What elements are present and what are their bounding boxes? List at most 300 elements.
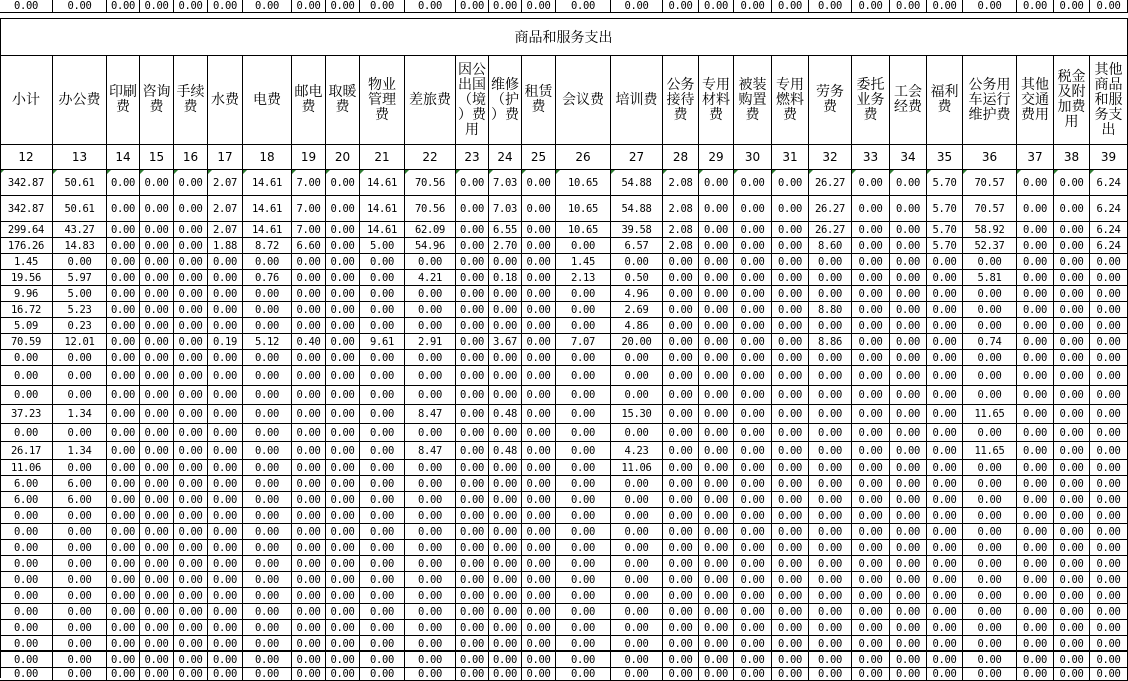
data-cell[interactable]: 0.00 <box>1017 366 1054 386</box>
data-cell[interactable]: 0.00 <box>522 572 556 588</box>
column-number[interactable]: 24 <box>489 145 522 170</box>
data-cell[interactable]: 0.00 <box>734 636 772 652</box>
data-cell[interactable]: 0.00 <box>1090 668 1128 681</box>
data-cell[interactable]: 0.00 <box>208 476 243 492</box>
data-cell[interactable]: 0.00 <box>611 508 663 524</box>
data-cell[interactable]: 0.00 <box>405 540 456 556</box>
data-cell[interactable]: 0.00 <box>890 222 927 238</box>
data-cell[interactable]: 0.00 <box>522 222 556 238</box>
column-header[interactable] <box>174 56 208 145</box>
data-cell[interactable]: 0.00 <box>772 604 809 620</box>
data-cell[interactable]: 0.00 <box>360 318 405 334</box>
data-cell[interactable]: 0.00 <box>243 524 292 540</box>
data-cell[interactable]: 0.00 <box>556 668 611 681</box>
data-cell[interactable]: 0.00 <box>772 196 809 222</box>
data-cell[interactable]: 8.60 <box>809 238 852 254</box>
data-cell[interactable]: 54.96 <box>405 238 456 254</box>
data-cell[interactable]: 0.00 <box>699 270 734 286</box>
data-cell[interactable]: 342.87 <box>0 196 53 222</box>
data-cell[interactable]: 0.00 <box>699 386 734 405</box>
data-cell[interactable]: 0.00 <box>1054 238 1090 254</box>
data-cell[interactable]: 0.00 <box>140 668 174 681</box>
data-cell[interactable]: 11.06 <box>0 460 53 476</box>
data-cell[interactable]: 0.00 <box>243 652 292 668</box>
data-cell[interactable]: 0.00 <box>174 460 208 476</box>
data-cell[interactable]: 11.06 <box>611 460 663 476</box>
data-cell[interactable]: 0.00 <box>927 476 963 492</box>
data-cell[interactable]: 0.00 <box>140 286 174 302</box>
data-cell[interactable]: 0.00 <box>405 318 456 334</box>
data-cell[interactable]: 0.00 <box>53 668 107 681</box>
data-cell[interactable]: 0.00 <box>663 405 699 424</box>
data-cell[interactable]: 0.00 <box>1017 572 1054 588</box>
data-cell[interactable]: 0.00 <box>456 588 489 604</box>
column-header[interactable] <box>927 56 963 145</box>
data-cell[interactable]: 0.00 <box>140 492 174 508</box>
data-cell[interactable]: 0.00 <box>405 620 456 636</box>
data-cell[interactable]: 0.00 <box>326 350 360 366</box>
data-cell[interactable]: 16.72 <box>0 302 53 318</box>
data-cell[interactable]: 0.00 <box>772 286 809 302</box>
data-cell[interactable]: 0.00 <box>174 652 208 668</box>
data-cell[interactable]: 0.00 <box>292 302 326 318</box>
data-cell[interactable]: 0.00 <box>326 508 360 524</box>
data-cell[interactable]: 4.23 <box>611 442 663 460</box>
data-cell[interactable]: 39.58 <box>611 222 663 238</box>
data-cell[interactable]: 0.00 <box>1054 286 1090 302</box>
data-cell[interactable]: 0.00 <box>663 350 699 366</box>
data-cell[interactable]: 0.00 <box>243 508 292 524</box>
data-cell[interactable]: 0.00 <box>1017 652 1054 668</box>
data-cell[interactable]: 0.00 <box>140 556 174 572</box>
data-cell[interactable]: 0.00 <box>140 334 174 350</box>
data-cell[interactable]: 6.60 <box>292 238 326 254</box>
data-cell[interactable]: 0.18 <box>489 270 522 286</box>
data-cell[interactable]: 0.00 <box>890 668 927 681</box>
data-cell[interactable]: 0.00 <box>663 334 699 350</box>
data-cell[interactable]: 0.00 <box>522 350 556 366</box>
data-cell[interactable]: 0.00 <box>360 366 405 386</box>
data-cell[interactable]: 0.00 <box>174 366 208 386</box>
data-cell[interactable]: 0.00 <box>927 318 963 334</box>
data-cell[interactable]: 0.00 <box>140 524 174 540</box>
data-cell[interactable]: 0.00 <box>1017 254 1054 270</box>
data-cell[interactable]: 0.00 <box>360 350 405 366</box>
data-cell[interactable]: 0.00 <box>208 350 243 366</box>
data-cell[interactable]: 0.00 <box>292 636 326 652</box>
data-cell[interactable]: 0.00 <box>360 0 405 13</box>
data-cell[interactable]: 0.00 <box>611 540 663 556</box>
data-cell[interactable]: 0.00 <box>140 442 174 460</box>
data-cell[interactable]: 2.08 <box>663 222 699 238</box>
data-cell[interactable]: 0.00 <box>107 170 140 196</box>
column-number[interactable]: 28 <box>663 145 699 170</box>
data-cell[interactable]: 0.00 <box>1054 652 1090 668</box>
data-cell[interactable]: 0.00 <box>1017 286 1054 302</box>
data-cell[interactable]: 26.27 <box>809 196 852 222</box>
data-cell[interactable]: 0.00 <box>890 238 927 254</box>
data-cell[interactable]: 0.00 <box>522 524 556 540</box>
data-cell[interactable]: 0.00 <box>1054 524 1090 540</box>
column-header[interactable] <box>963 56 1017 145</box>
data-cell[interactable]: 0.00 <box>699 540 734 556</box>
data-cell[interactable]: 0.00 <box>556 572 611 588</box>
data-cell[interactable]: 0.00 <box>326 222 360 238</box>
data-cell[interactable]: 0.00 <box>522 588 556 604</box>
data-cell[interactable]: 0.00 <box>0 652 53 668</box>
data-cell[interactable]: 0.00 <box>0 424 53 442</box>
data-cell[interactable]: 0.00 <box>405 524 456 540</box>
data-cell[interactable]: 0.00 <box>772 386 809 405</box>
data-cell[interactable]: 0.00 <box>927 540 963 556</box>
data-cell[interactable]: 0.00 <box>1017 350 1054 366</box>
data-cell[interactable]: 0.00 <box>522 238 556 254</box>
data-cell[interactable]: 0.00 <box>1090 556 1128 572</box>
data-cell[interactable]: 0.00 <box>53 604 107 620</box>
data-cell[interactable]: 6.57 <box>611 238 663 254</box>
data-cell[interactable]: 0.00 <box>772 476 809 492</box>
data-cell[interactable]: 0.00 <box>1090 540 1128 556</box>
data-cell[interactable]: 11.65 <box>963 442 1017 460</box>
data-cell[interactable]: 0.00 <box>963 424 1017 442</box>
data-cell[interactable]: 0.00 <box>556 604 611 620</box>
data-cell[interactable]: 0.00 <box>663 572 699 588</box>
data-cell[interactable]: 0.00 <box>1017 302 1054 318</box>
data-cell[interactable]: 0.00 <box>174 222 208 238</box>
data-cell[interactable]: 0.00 <box>890 286 927 302</box>
data-cell[interactable]: 0.00 <box>456 492 489 508</box>
data-cell[interactable]: 0.00 <box>927 524 963 540</box>
data-cell[interactable]: 0.00 <box>489 350 522 366</box>
data-cell[interactable]: 0.00 <box>522 405 556 424</box>
data-cell[interactable]: 0.00 <box>140 405 174 424</box>
data-cell[interactable]: 0.00 <box>243 556 292 572</box>
data-cell[interactable]: 0.00 <box>174 302 208 318</box>
data-cell[interactable]: 0.00 <box>489 508 522 524</box>
data-cell[interactable]: 0.00 <box>1017 222 1054 238</box>
data-cell[interactable]: 0.00 <box>611 492 663 508</box>
data-cell[interactable]: 1.45 <box>0 254 53 270</box>
data-cell[interactable]: 0.00 <box>927 366 963 386</box>
data-cell[interactable]: 0.00 <box>243 424 292 442</box>
data-cell[interactable]: 0.00 <box>326 238 360 254</box>
data-cell[interactable]: 0.00 <box>0 556 53 572</box>
data-cell[interactable]: 0.00 <box>456 476 489 492</box>
data-cell[interactable]: 0.00 <box>522 0 556 13</box>
data-cell[interactable]: 0.00 <box>611 386 663 405</box>
data-cell[interactable]: 0.00 <box>663 588 699 604</box>
data-cell[interactable]: 0.00 <box>522 636 556 652</box>
data-cell[interactable]: 0.00 <box>243 604 292 620</box>
data-cell[interactable]: 5.97 <box>53 270 107 286</box>
data-cell[interactable]: 0.00 <box>734 476 772 492</box>
data-cell[interactable]: 0.00 <box>405 386 456 405</box>
data-cell[interactable]: 0.00 <box>208 636 243 652</box>
data-cell[interactable]: 0.00 <box>890 424 927 442</box>
data-cell[interactable]: 0.00 <box>174 588 208 604</box>
data-cell[interactable]: 0.00 <box>809 0 852 13</box>
data-cell[interactable]: 0.00 <box>963 556 1017 572</box>
data-cell[interactable]: 0.00 <box>1090 0 1128 13</box>
data-cell[interactable]: 0.00 <box>699 318 734 334</box>
data-cell[interactable]: 0.00 <box>489 540 522 556</box>
data-cell[interactable]: 6.24 <box>1090 196 1128 222</box>
data-cell[interactable]: 0.00 <box>456 238 489 254</box>
data-cell[interactable]: 0.00 <box>522 442 556 460</box>
data-cell[interactable]: 0.00 <box>174 334 208 350</box>
data-cell[interactable]: 0.00 <box>243 366 292 386</box>
data-cell[interactable]: 0.00 <box>489 572 522 588</box>
data-cell[interactable]: 0.00 <box>292 492 326 508</box>
data-cell[interactable]: 0.00 <box>243 540 292 556</box>
data-cell[interactable]: 0.00 <box>174 350 208 366</box>
data-cell[interactable]: 0.00 <box>456 460 489 476</box>
data-cell[interactable]: 0.00 <box>292 270 326 286</box>
data-cell[interactable]: 0.00 <box>107 286 140 302</box>
data-cell[interactable]: 0.00 <box>174 170 208 196</box>
data-cell[interactable]: 0.00 <box>489 668 522 681</box>
data-cell[interactable]: 0.00 <box>772 442 809 460</box>
column-header[interactable] <box>456 56 489 145</box>
data-cell[interactable]: 0.00 <box>107 588 140 604</box>
data-cell[interactable]: 0.00 <box>489 366 522 386</box>
column-number[interactable]: 32 <box>809 145 852 170</box>
data-cell[interactable]: 0.00 <box>556 366 611 386</box>
data-cell[interactable]: 0.00 <box>772 350 809 366</box>
data-cell[interactable]: 0.00 <box>174 540 208 556</box>
data-cell[interactable]: 0.00 <box>208 492 243 508</box>
data-cell[interactable]: 2.91 <box>405 334 456 350</box>
data-cell[interactable]: 0.00 <box>772 636 809 652</box>
data-cell[interactable]: 0.00 <box>1090 620 1128 636</box>
data-cell[interactable]: 0.00 <box>360 386 405 405</box>
data-cell[interactable]: 0.00 <box>556 318 611 334</box>
data-cell[interactable]: 0.00 <box>852 302 890 318</box>
data-cell[interactable]: 0.00 <box>1017 492 1054 508</box>
data-cell[interactable]: 0.00 <box>292 0 326 13</box>
data-cell[interactable]: 0.00 <box>809 318 852 334</box>
data-cell[interactable]: 0.00 <box>963 350 1017 366</box>
data-cell[interactable]: 0.00 <box>1017 270 1054 286</box>
data-cell[interactable]: 0.00 <box>1017 386 1054 405</box>
data-cell[interactable]: 0.00 <box>208 588 243 604</box>
data-cell[interactable]: 0.00 <box>734 318 772 334</box>
data-cell[interactable]: 0.00 <box>963 588 1017 604</box>
data-cell[interactable]: 0.00 <box>663 386 699 405</box>
data-cell[interactable]: 0.00 <box>556 405 611 424</box>
data-cell[interactable]: 0.00 <box>1090 492 1128 508</box>
data-cell[interactable]: 0.00 <box>326 668 360 681</box>
data-cell[interactable]: 0.00 <box>405 636 456 652</box>
data-cell[interactable]: 0.00 <box>243 572 292 588</box>
data-cell[interactable]: 0.00 <box>326 636 360 652</box>
data-cell[interactable]: 0.00 <box>107 424 140 442</box>
data-cell[interactable]: 0.00 <box>522 460 556 476</box>
data-cell[interactable]: 0.00 <box>174 556 208 572</box>
data-cell[interactable]: 50.61 <box>53 170 107 196</box>
data-cell[interactable]: 0.00 <box>1054 222 1090 238</box>
data-cell[interactable]: 0.00 <box>809 556 852 572</box>
data-cell[interactable]: 0.00 <box>1090 524 1128 540</box>
data-cell[interactable]: 0.00 <box>890 196 927 222</box>
data-cell[interactable]: 0.00 <box>107 405 140 424</box>
data-cell[interactable]: 0.00 <box>53 508 107 524</box>
data-cell[interactable]: 0.00 <box>927 492 963 508</box>
data-cell[interactable]: 0.00 <box>326 334 360 350</box>
data-cell[interactable]: 0.00 <box>890 405 927 424</box>
data-cell[interactable]: 0.00 <box>1054 508 1090 524</box>
data-cell[interactable]: 0.00 <box>292 442 326 460</box>
data-cell[interactable]: 0.00 <box>890 476 927 492</box>
data-cell[interactable]: 0.00 <box>326 604 360 620</box>
data-cell[interactable]: 0.00 <box>243 318 292 334</box>
column-number[interactable]: 21 <box>360 145 405 170</box>
data-cell[interactable]: 0.00 <box>208 620 243 636</box>
data-cell[interactable]: 0.00 <box>611 524 663 540</box>
data-cell[interactable]: 7.00 <box>292 222 326 238</box>
data-cell[interactable]: 0.00 <box>699 460 734 476</box>
data-cell[interactable]: 0.00 <box>1017 238 1054 254</box>
data-cell[interactable]: 0.00 <box>405 508 456 524</box>
data-cell[interactable]: 0.00 <box>890 334 927 350</box>
data-cell[interactable]: 0.00 <box>326 460 360 476</box>
data-cell[interactable]: 0.00 <box>360 442 405 460</box>
data-cell[interactable]: 0.00 <box>53 620 107 636</box>
data-cell[interactable]: 0.00 <box>852 442 890 460</box>
data-cell[interactable]: 0.00 <box>1054 350 1090 366</box>
data-cell[interactable]: 70.56 <box>405 170 456 196</box>
data-cell[interactable]: 0.00 <box>927 405 963 424</box>
data-cell[interactable]: 0.00 <box>852 366 890 386</box>
data-cell[interactable]: 0.00 <box>611 588 663 604</box>
data-cell[interactable]: 7.03 <box>489 170 522 196</box>
data-cell[interactable]: 0.00 <box>405 668 456 681</box>
data-cell[interactable]: 0.00 <box>360 556 405 572</box>
data-cell[interactable]: 0.00 <box>174 572 208 588</box>
data-cell[interactable]: 0.00 <box>890 302 927 318</box>
data-cell[interactable]: 0.00 <box>663 556 699 572</box>
column-header[interactable] <box>1090 56 1128 145</box>
data-cell[interactable]: 0.00 <box>0 386 53 405</box>
data-cell[interactable]: 0.00 <box>456 508 489 524</box>
data-cell[interactable]: 0.00 <box>360 604 405 620</box>
column-number[interactable]: 25 <box>522 145 556 170</box>
data-cell[interactable]: 0.00 <box>360 460 405 476</box>
data-cell[interactable]: 0.00 <box>963 636 1017 652</box>
data-cell[interactable]: 37.23 <box>0 405 53 424</box>
data-cell[interactable]: 70.56 <box>405 196 456 222</box>
data-cell[interactable]: 0.00 <box>772 334 809 350</box>
data-cell[interactable]: 0.00 <box>734 366 772 386</box>
column-number[interactable]: 27 <box>611 145 663 170</box>
data-cell[interactable]: 70.57 <box>963 170 1017 196</box>
data-cell[interactable]: 0.00 <box>890 652 927 668</box>
data-cell[interactable]: 0.00 <box>852 405 890 424</box>
data-cell[interactable]: 0.00 <box>360 572 405 588</box>
data-cell[interactable]: 0.00 <box>292 620 326 636</box>
data-cell[interactable]: 0.00 <box>53 350 107 366</box>
data-cell[interactable]: 0.00 <box>292 604 326 620</box>
data-cell[interactable]: 0.00 <box>663 636 699 652</box>
data-cell[interactable]: 0.00 <box>522 270 556 286</box>
data-cell[interactable]: 0.00 <box>809 460 852 476</box>
data-cell[interactable]: 0.00 <box>663 492 699 508</box>
data-cell[interactable]: 0.00 <box>1017 318 1054 334</box>
data-cell[interactable]: 0.00 <box>1017 170 1054 196</box>
data-cell[interactable]: 0.00 <box>556 620 611 636</box>
data-cell[interactable]: 0.00 <box>489 460 522 476</box>
data-cell[interactable]: 0.00 <box>107 254 140 270</box>
data-cell[interactable]: 0.00 <box>1054 170 1090 196</box>
data-cell[interactable]: 0.00 <box>292 476 326 492</box>
data-cell[interactable]: 0.00 <box>326 254 360 270</box>
data-cell[interactable]: 0.00 <box>140 652 174 668</box>
data-cell[interactable]: 0.00 <box>456 524 489 540</box>
data-cell[interactable]: 0.00 <box>556 442 611 460</box>
data-cell[interactable]: 0.00 <box>927 254 963 270</box>
data-cell[interactable]: 0.00 <box>107 572 140 588</box>
data-cell[interactable]: 0.00 <box>456 334 489 350</box>
data-cell[interactable]: 176.26 <box>0 238 53 254</box>
data-cell[interactable]: 0.00 <box>852 222 890 238</box>
data-cell[interactable]: 0.00 <box>0 540 53 556</box>
data-cell[interactable]: 0.00 <box>405 254 456 270</box>
data-cell[interactable]: 50.61 <box>53 196 107 222</box>
data-cell[interactable]: 0.00 <box>522 476 556 492</box>
data-cell[interactable]: 54.88 <box>611 196 663 222</box>
data-cell[interactable]: 0.00 <box>140 476 174 492</box>
data-cell[interactable]: 0.00 <box>1054 442 1090 460</box>
data-cell[interactable]: 0.00 <box>734 405 772 424</box>
data-cell[interactable]: 0.00 <box>1054 0 1090 13</box>
data-cell[interactable]: 6.00 <box>0 476 53 492</box>
data-cell[interactable]: 0.00 <box>663 286 699 302</box>
data-cell[interactable]: 0.00 <box>1090 334 1128 350</box>
column-header[interactable] <box>243 56 292 145</box>
column-header[interactable] <box>1054 56 1090 145</box>
data-cell[interactable]: 2.08 <box>663 238 699 254</box>
data-cell[interactable]: 0.00 <box>1017 588 1054 604</box>
data-cell[interactable]: 0.00 <box>208 524 243 540</box>
data-cell[interactable]: 0.00 <box>326 492 360 508</box>
data-cell[interactable]: 0.00 <box>0 636 53 652</box>
data-cell[interactable]: 0.00 <box>405 350 456 366</box>
data-cell[interactable]: 0.00 <box>963 366 1017 386</box>
data-cell[interactable]: 0.00 <box>1090 604 1128 620</box>
data-cell[interactable]: 12.01 <box>53 334 107 350</box>
data-cell[interactable]: 0.00 <box>772 588 809 604</box>
data-cell[interactable]: 0.00 <box>1054 556 1090 572</box>
data-cell[interactable]: 0.00 <box>360 270 405 286</box>
data-cell[interactable]: 0.00 <box>1054 636 1090 652</box>
data-cell[interactable]: 0.00 <box>107 442 140 460</box>
data-cell[interactable]: 0.00 <box>1090 442 1128 460</box>
data-cell[interactable]: 0.00 <box>1054 334 1090 350</box>
data-cell[interactable]: 0.00 <box>522 302 556 318</box>
column-number[interactable]: 39 <box>1090 145 1128 170</box>
data-cell[interactable]: 0.00 <box>107 636 140 652</box>
data-cell[interactable]: 0.00 <box>772 318 809 334</box>
data-cell[interactable]: 0.00 <box>53 556 107 572</box>
data-cell[interactable]: 0.00 <box>360 668 405 681</box>
data-cell[interactable]: 0.00 <box>208 508 243 524</box>
data-cell[interactable]: 5.81 <box>963 270 1017 286</box>
data-cell[interactable]: 0.00 <box>174 254 208 270</box>
data-cell[interactable]: 0.00 <box>292 668 326 681</box>
data-cell[interactable]: 0.00 <box>663 652 699 668</box>
data-cell[interactable]: 0.00 <box>1054 196 1090 222</box>
data-cell[interactable]: 0.00 <box>611 424 663 442</box>
